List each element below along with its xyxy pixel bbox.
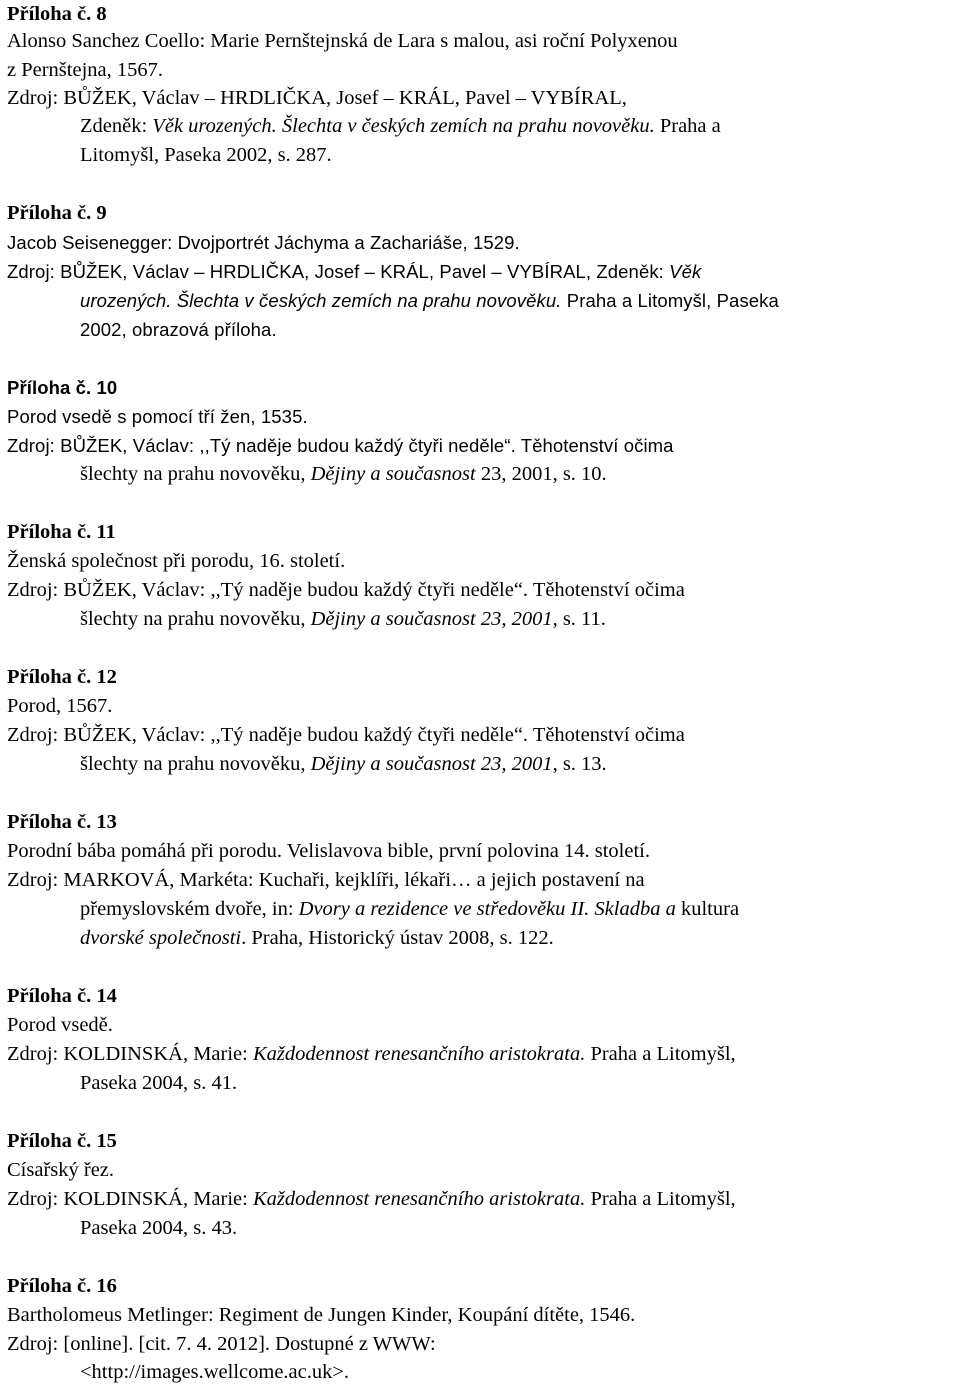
appendix-source-cont	[80, 895, 955, 924]
appendix-source-cont	[80, 112, 955, 141]
appendix-source: Zdroj: MARKOVÁ, Markéta: Kuchaři, kejklíři, lékaři… a jejich postavení na	[7, 869, 645, 891]
appendix-source-text: Zdeněk: Věk urozených. Šlechta v českých zemích na prahu novověku. Praha a	[80, 115, 721, 137]
work-title: Dvory a rezidence ve středověku II. Skladba a	[298, 898, 676, 920]
appendix-source: Zdroj: BŮŽEK, Václav: ,,Tý naděje budou každý čtyři neděle“. Těhotenství očima	[7, 435, 674, 456]
appendix-description: Císařský řez.	[7, 1159, 115, 1181]
appendix-source-text: šlechty na prahu novověku, Dějiny a současnost 23, 2001, s. 13.	[80, 753, 607, 775]
appendix-heading: Příloha č. 16	[7, 1275, 117, 1297]
appendix-description: Porod vsedě.	[7, 1014, 113, 1036]
appendix-source-text: přemyslovském dvoře, in: Dvory a rezidence ve středověku II. Skladba a kultura	[80, 898, 740, 920]
work-title: Dějiny a současnost 23, 2001	[310, 753, 553, 775]
work-title: Věk urozených. Šlechta v českých zemích na prahu novověku.	[152, 115, 655, 137]
work-title: urozených. Šlechta v českých zemích na prahu novověku.	[80, 290, 562, 311]
appendix-source-cont	[80, 286, 955, 315]
appendix-heading: Příloha č. 11	[7, 521, 116, 543]
appendix-source	[7, 257, 955, 286]
appendix-description: Porod vsedě s pomocí tří žen, 1535.	[7, 406, 308, 427]
appendix-source: Zdroj: [online]. [cit. 7. 4. 2012]. Dostupné z WWW:	[7, 1333, 436, 1355]
appendix-heading: Příloha č. 10	[7, 377, 118, 398]
work-title: Dějiny a současnost	[310, 463, 476, 485]
appendix-source-url: <http://images.wellcome.ac.uk>.	[80, 1361, 350, 1383]
appendix-source-cont: 2002, obrazová příloha.	[80, 319, 277, 340]
appendix-source-text: šlechty na prahu novověku, Dějiny a současnost 23, 2001, s. 10.	[80, 463, 607, 485]
appendix-source-cont: Paseka 2004, s. 41.	[80, 1072, 238, 1094]
work-title: dvorské společnosti	[80, 927, 242, 949]
appendix-description: Porod, 1567.	[7, 695, 113, 717]
appendix-heading: Příloha č. 8	[7, 3, 107, 25]
appendix-source-cont	[80, 750, 955, 779]
appendix-source: Zdroj: BŮŽEK, Václav – HRDLIČKA, Josef – KRÁL, Pavel – VYBÍRAL,	[7, 87, 627, 109]
work-title: Dějiny a současnost 23, 2001	[310, 608, 553, 630]
appendix-source-cont: Paseka 2004, s. 43.	[80, 1217, 238, 1239]
appendix-source	[7, 1185, 955, 1214]
appendix-source-text: Zdroj: KOLDINSKÁ, Marie: Každodennost renesančního aristokrata. Praha a Litomyšl,	[7, 1188, 736, 1210]
appendix-description	[7, 27, 955, 56]
appendix-source-cont	[80, 460, 955, 489]
appendix-heading: Příloha č. 9	[7, 202, 107, 224]
appendix-description: Porodní bába pomáhá při porodu. Velislavova bible, první polovina 14. století.	[7, 840, 650, 862]
appendix-description: Ženská společnost při porodu, 16. století.	[7, 550, 346, 572]
appendix-source-cont: Litomyšl, Paseka 2002, s. 287.	[80, 144, 332, 166]
appendix-source	[7, 1040, 955, 1069]
appendix-description: Bartholomeus Metlinger: Regiment de Jungen Kinder, Koupání dítěte, 1546.	[7, 1304, 636, 1326]
work-title: Každodennost renesančního aristokrata.	[252, 1043, 586, 1065]
work-title: Každodennost renesančního aristokrata.	[252, 1188, 586, 1210]
appendix-source-text: Zdroj: KOLDINSKÁ, Marie: Každodennost renesančního aristokrata. Praha a Litomyšl,	[7, 1043, 736, 1065]
appendix-source-text: dvorské společnosti. Praha, Historický ústav 2008, s. 122.	[80, 927, 554, 949]
appendix-source-text: urozených. Šlechta v českých zemích na prahu novověku. Praha a Litomyšl, Paseka	[80, 290, 779, 311]
appendix-source-cont	[80, 924, 955, 953]
appendix-heading: Příloha č. 12	[7, 666, 117, 688]
appendix-source: Zdroj: BŮŽEK, Václav: ,,Tý naděje budou každý čtyři neděle“. Těhotenství očima	[7, 724, 685, 746]
appendix-heading: Příloha č. 15	[7, 1130, 117, 1152]
appendix-description-cont: z Pernštejna, 1567.	[7, 59, 163, 81]
work-title: Věk	[669, 261, 702, 282]
appendix-heading: Příloha č. 14	[7, 985, 117, 1007]
appendix-heading: Příloha č. 13	[7, 811, 117, 833]
appendix-source-text: Zdroj: BŮŽEK, Václav – HRDLIČKA, Josef – KRÁL, Pavel – VYBÍRAL, Zdeněk: Věk	[7, 261, 702, 282]
appendix-source: Zdroj: BŮŽEK, Václav: ,,Tý naděje budou každý čtyři neděle“. Těhotenství očima	[7, 579, 685, 601]
appendix-source-text: šlechty na prahu novověku, Dějiny a současnost 23, 2001, s. 11.	[80, 608, 606, 630]
appendix-source-cont	[80, 605, 955, 634]
appendix-description-text: Alonso Sanchez Coello: Marie Pernštejnská de Lara s malou, asi roční Polyxenou	[7, 30, 678, 52]
appendix-description: Jacob Seisenegger: Dvojportrét Jáchyma a Zachariáše, 1529.	[7, 232, 520, 253]
